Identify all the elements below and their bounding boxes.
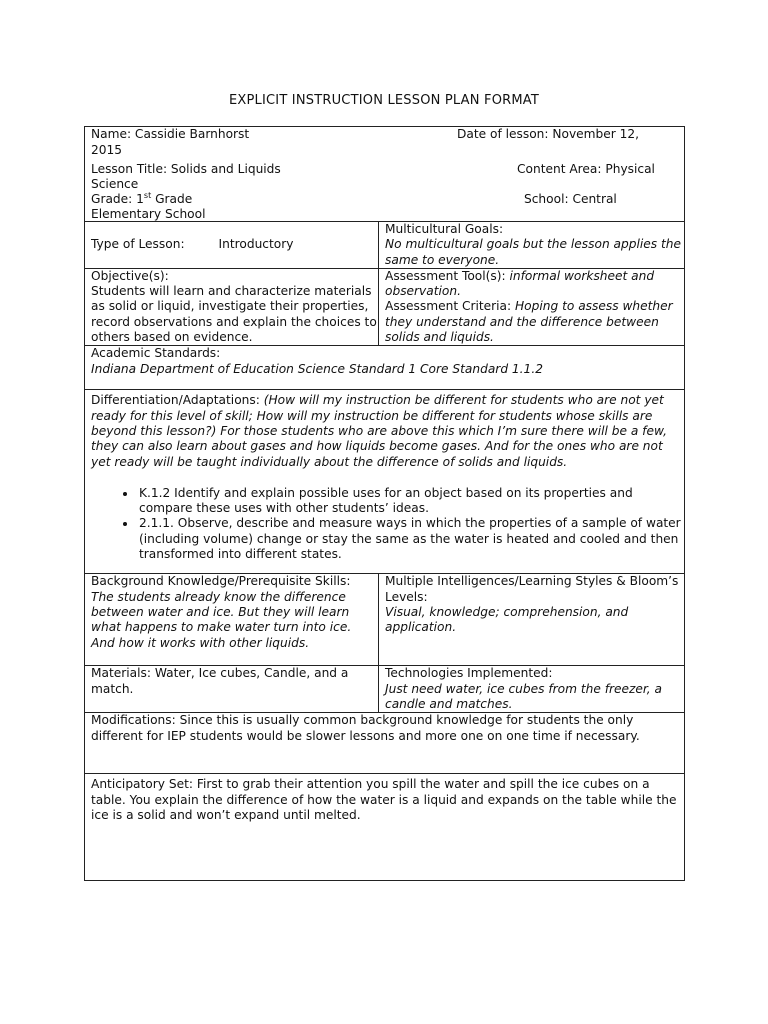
background-cell: [85, 574, 379, 666]
objectives-cell: [85, 268, 379, 345]
assessment-tools: Assessment Tool(s): informal worksheet and observation.: [385, 268, 655, 299]
content-area-cont: Science: [91, 177, 139, 191]
background-text: The students already know the difference between water and ice. But they will learn what happens to make water turn into ice. And how it works with other liquids.: [91, 589, 352, 650]
academic-standards-row: [85, 346, 685, 390]
lesson-date-year: 2015: [91, 143, 123, 157]
content-area: Content Area: Physical: [517, 162, 655, 176]
header-row: [85, 127, 685, 222]
standard-item: • K.1.2 Identify and explain possible uses for an object based on its properties and compare these uses with other students’ ideas.: [137, 486, 684, 517]
type-of-lesson-cell: [85, 222, 379, 269]
lesson-date: Date of lesson: November 12,: [457, 127, 640, 141]
school: School: Central: [524, 192, 617, 206]
type-of-lesson-value: Introductory: [218, 237, 294, 252]
academic-standards-cell: [85, 346, 685, 390]
modifications-row: [85, 713, 685, 774]
lesson-plan-table: [84, 126, 685, 881]
type-of-lesson-label: Type of Lesson:: [91, 237, 185, 252]
grade: Grade: 1st Grade: [91, 190, 193, 206]
intelligences-cell: [379, 574, 685, 666]
modifications-text: Modifications: Since this is usually common background knowledge for students the only different for IEP students would be slower lessons and more one on one time if necessary.: [91, 713, 640, 743]
assessment-criteria: Assessment Criteria: Hoping to assess whether they understand and the difference between solids and liquids.: [385, 299, 673, 345]
standard-item: • 2.1.1. Observe, describe and measure ways in which the properties of a sample of water (including volume) change or stay the same as the water is heated and cooled and then transformed into different states.: [137, 516, 684, 562]
technologies-cell: [379, 666, 685, 713]
intelligences-text: Visual, knowledge; comprehension, and application.: [385, 604, 629, 635]
multicultural-goals-label: Multicultural Goals:: [385, 222, 504, 236]
materials-row: [85, 666, 685, 713]
standards-list: [91, 486, 684, 562]
assessment-cell: [379, 268, 685, 345]
objectives-row: [85, 268, 685, 345]
differentiation-text: Differentiation/Adaptations: (How will my instruction be different for students who are not yet ready for this level of skill; How will my instruction be different for students whose skills are beyond this lesson?) For those students who are above this which I’m sure there will be a few, they can also learn about gases and how liquids become gases. And for the ones who are not yet ready will be taught individually about the difference of solids and liquids.: [91, 393, 668, 469]
multicultural-goals-text: No multicultural goals but the lesson applies the same to everyone.: [385, 237, 681, 267]
materials-text: Materials: Water, Ice cubes, Candle, and a match.: [91, 666, 349, 696]
modifications-cell: [85, 713, 685, 774]
lesson-title: Lesson Title: Solids and Liquids: [91, 162, 281, 176]
header-cell: [85, 127, 685, 222]
background-row: [85, 574, 685, 666]
background-label: Background Knowledge/Prerequisite Skills:: [91, 574, 351, 589]
technologies-text: Just need water, ice cubes from the freezer, a candle and matches.: [385, 681, 663, 711]
teacher-name: Name: Cassidie Barnhorst: [91, 127, 250, 141]
objectives-label: Objective(s):: [91, 268, 169, 283]
differentiation-row: [85, 390, 685, 574]
differentiation-cell: [85, 390, 685, 574]
intelligences-label: Multiple Intelligences/Learning Styles & Bloom’s Levels:: [385, 574, 679, 604]
anticipatory-set-row: [85, 774, 685, 881]
type-row: [85, 222, 685, 269]
materials-cell: [85, 666, 379, 713]
multicultural-goals-cell: [379, 222, 685, 269]
academic-standards-label: Academic Standards:: [91, 346, 221, 361]
school-cont: Elementary School: [91, 207, 206, 221]
anticipatory-set-cell: [85, 774, 685, 881]
technologies-label: Technologies Implemented:: [385, 666, 553, 681]
academic-standards-text: Indiana Department of Education Science Standard 1 Core Standard 1.1.2: [91, 361, 543, 376]
objectives-text: Students will learn and characterize materials as solid or liquid, investigate their properties, record observations and explain the choices to others based on evidence.: [91, 284, 377, 345]
document-title: EXPLICIT INSTRUCTION LESSON PLAN FORMAT: [228, 93, 540, 108]
anticipatory-set-text: Anticipatory Set: First to grab their attention you spill the water and spill the ice cubes on a table. You explain the difference of how the water is a liquid and expands on the table while the ice is a solid and won’t expand until melted.: [91, 777, 677, 822]
